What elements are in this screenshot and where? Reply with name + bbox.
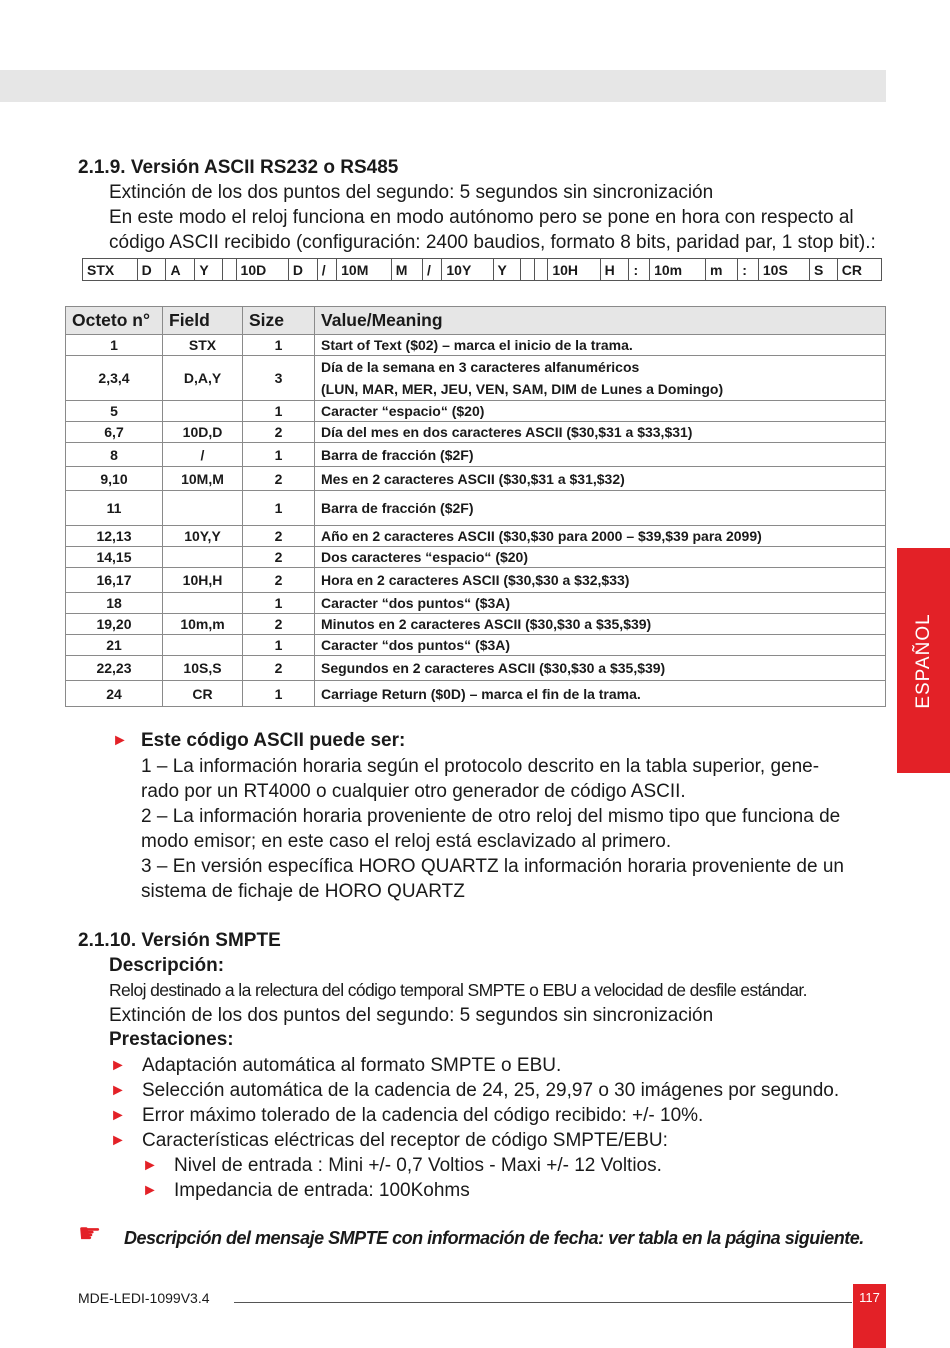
frame-cell: 10m	[650, 259, 706, 281]
cell-field: 10D,D	[163, 422, 243, 443]
frame-cell: 10D	[236, 259, 288, 281]
table-row	[66, 401, 886, 422]
text-line: 2 – La información horaria proveniente de otro reloj del mismo tipo que funciona de	[141, 806, 841, 827]
cell-field	[163, 635, 243, 656]
frame-cell: 10M	[337, 259, 392, 281]
cell-size: 2	[243, 547, 315, 568]
cell-meaning: Caracter “espacio“ ($20)	[315, 401, 886, 422]
frame-cell: D	[288, 259, 317, 281]
pointing-hand-icon: ☛	[78, 1218, 102, 1248]
frame-cell: :	[738, 259, 759, 281]
cell-size: 3	[243, 356, 315, 401]
frame-cell: S	[810, 259, 838, 281]
table-row	[66, 356, 886, 401]
cell-size: 1	[243, 443, 315, 467]
table-row	[66, 681, 886, 707]
triangle-bullet-icon: ►	[110, 1107, 126, 1124]
cell-meaning-line: (LUN, MAR, MER, JEU, VEN, SAM, DIM de Lunes a Domingo)	[321, 381, 724, 397]
frame-cell: M	[391, 259, 422, 281]
cell-octet: 21	[66, 635, 163, 656]
cell-meaning: Caracter “dos puntos“ ($3A)	[315, 635, 886, 656]
triangle-bullet-icon: ►	[142, 1157, 158, 1174]
table-row	[66, 422, 886, 443]
cell-octet: 16,17	[66, 568, 163, 593]
triangle-bullet-icon: ►	[110, 1132, 126, 1149]
cell-octet: 8	[66, 443, 163, 467]
column-header-octet: Octeto n°	[66, 307, 163, 335]
page-number: 117	[859, 1290, 880, 1305]
document-code: MDE-LEDI-1099V3.4	[78, 1290, 210, 1306]
table-row	[66, 656, 886, 681]
text-line: rado por un RT4000 o cualquier otro generador de código ASCII.	[141, 781, 686, 802]
cell-meaning: Barra de fracción ($2F)	[315, 491, 886, 526]
frame-cell	[521, 259, 535, 281]
cell-octet: 1	[66, 335, 163, 356]
cell-size: 2	[243, 467, 315, 491]
cell-field	[163, 401, 243, 422]
table-body	[66, 335, 886, 707]
text-line: En este modo el reloj funciona en modo autónomo pero se pone en hora con respecto al	[109, 207, 854, 228]
cell-size: 1	[243, 635, 315, 656]
frame-cell: 10Y	[442, 259, 493, 281]
triangle-bullet-icon: ►	[110, 1057, 126, 1074]
cell-field: D,A,Y	[163, 356, 243, 401]
cell-octet: 24	[66, 681, 163, 707]
table-row	[66, 467, 886, 491]
text-line: modo emisor; en este caso el reloj está esclavizado al primero.	[141, 831, 672, 852]
page-number-box	[853, 1284, 886, 1348]
cell-field	[163, 491, 243, 526]
frame-cell: A	[166, 259, 195, 281]
triangle-bullet-icon: ►	[112, 732, 128, 749]
table-row	[66, 491, 886, 526]
column-header-size: Size	[243, 307, 315, 335]
frame-cell	[222, 259, 236, 281]
column-header-meaning: Value/Meaning	[315, 307, 886, 335]
cell-meaning: Hora en 2 caracteres ASCII ($30,$30 a $32,$33)	[315, 568, 886, 593]
cell-field: 10m,m	[163, 614, 243, 635]
cell-size: 2	[243, 422, 315, 443]
frame-cell: CR	[837, 259, 881, 281]
text-line: Extinción de los dos puntos del segundo: 5 segundos sin sincronización	[109, 1005, 714, 1026]
section-title-ascii: 2.1.9. Versión ASCII RS232 o RS485	[78, 157, 399, 178]
cell-size: 2	[243, 526, 315, 547]
ascii-options-title: Este código ASCII puede ser:	[141, 730, 406, 751]
cell-field: 10H,H	[163, 568, 243, 593]
cell-meaning: Start of Text ($02) – marca el inicio de la trama.	[315, 335, 886, 356]
text-line: Extinción de los dos puntos del segundo: 5 segundos sin sincronización	[109, 182, 714, 203]
cell-octet: 9,10	[66, 467, 163, 491]
cell-octet: 14,15	[66, 547, 163, 568]
frame-format-strip	[82, 258, 882, 281]
cell-octet: 2,3,4	[66, 356, 163, 401]
cell-size: 1	[243, 401, 315, 422]
cell-meaning: Día del mes en dos caracteres ASCII ($30,$31 a $33,$31)	[315, 422, 886, 443]
table-row	[66, 614, 886, 635]
cell-meaning: Caracter “dos puntos“ ($3A)	[315, 593, 886, 614]
table-row	[66, 335, 886, 356]
cell-size: 1	[243, 335, 315, 356]
cell-size: 1	[243, 593, 315, 614]
header-band	[0, 70, 886, 102]
cell-octet: 22,23	[66, 656, 163, 681]
frame-cell: 10S	[758, 259, 809, 281]
table-row	[66, 593, 886, 614]
list-item-text: Características eléctricas del receptor de código SMPTE/EBU:	[142, 1130, 668, 1151]
cell-field	[163, 547, 243, 568]
list-item-text: Impedancia de entrada: 100Kohms	[174, 1180, 470, 1201]
list-item-text: Error máximo tolerado de la cadencia del código recibido: +/- 10%.	[142, 1105, 704, 1126]
cell-size: 2	[243, 614, 315, 635]
column-header-field: Field	[163, 307, 243, 335]
frame-row	[83, 259, 882, 281]
description-label: Descripción:	[109, 955, 225, 976]
cell-meaning: Dos caracteres “espacio“ ($20)	[315, 547, 886, 568]
table-header-row	[66, 307, 886, 335]
text-line: código ASCII recibido (configuración: 2400 baudios, formato 8 bits, paridad par, 1 stop bit).:	[109, 232, 876, 253]
cell-field: 10S,S	[163, 656, 243, 681]
cell-meaning: Barra de fracción ($2F)	[315, 443, 886, 467]
cell-octet: 11	[66, 491, 163, 526]
ascii-protocol-table	[65, 306, 886, 707]
description-text: Reloj destinado a la relectura del código temporal SMPTE o EBU a velocidad de desfile estándar.	[109, 980, 807, 1000]
section-title-smpte: 2.1.10. Versión SMPTE	[78, 930, 281, 951]
cell-size: 2	[243, 568, 315, 593]
footer-rule	[234, 1302, 852, 1303]
cell-octet: 5	[66, 401, 163, 422]
frame-cell: 10H	[548, 259, 600, 281]
cell-meaning: Minutos en 2 caracteres ASCII ($30,$30 a $35,$39)	[315, 614, 886, 635]
table-row	[66, 635, 886, 656]
cell-meaning: Carriage Return ($0D) – marca el fin de la trama.	[315, 681, 886, 707]
frame-cell: /	[317, 259, 336, 281]
text-line: sistema de fichaje de HORO QUARTZ	[141, 881, 465, 902]
frame-cell: Y	[493, 259, 521, 281]
cell-octet: 12,13	[66, 526, 163, 547]
note-text: Descripción del mensaje SMPTE con información de fecha: ver tabla en la página siguiente.	[124, 1228, 864, 1248]
frame-cell	[534, 259, 548, 281]
frame-cell: H	[600, 259, 629, 281]
language-tab-label: ESPAÑOL	[912, 612, 934, 709]
cell-octet: 6,7	[66, 422, 163, 443]
cell-size: 1	[243, 491, 315, 526]
list-item-text: Adaptación automática al formato SMPTE o EBU.	[142, 1055, 562, 1076]
cell-field: 10M,M	[163, 467, 243, 491]
cell-meaning: Mes en 2 caracteres ASCII ($30,$31 a $31,$32)	[315, 467, 886, 491]
frame-cell: m	[705, 259, 737, 281]
text-line: 1 – La información horaria según el protocolo descrito en la tabla superior, gene-	[141, 756, 820, 777]
triangle-bullet-icon: ►	[142, 1182, 158, 1199]
cell-meaning	[315, 356, 886, 401]
language-tab	[897, 548, 950, 773]
cell-meaning-line: Día de la semana en 3 caracteres alfanuméricos	[321, 359, 640, 375]
cell-octet: 19,20	[66, 614, 163, 635]
frame-cell: STX	[83, 259, 138, 281]
list-item-text: Selección automática de la cadencia de 24, 25, 29,97 o 30 imágenes por segundo.	[142, 1080, 840, 1101]
cell-size: 2	[243, 656, 315, 681]
cell-field: CR	[163, 681, 243, 707]
frame-cell: Y	[195, 259, 223, 281]
cell-field: /	[163, 443, 243, 467]
triangle-bullet-icon: ►	[110, 1082, 126, 1099]
cell-meaning: Año en 2 caracteres ASCII ($30,$30 para 2000 – $39,$39 para 2099)	[315, 526, 886, 547]
cell-octet: 18	[66, 593, 163, 614]
cell-field: STX	[163, 335, 243, 356]
features-label: Prestaciones:	[109, 1029, 234, 1050]
table-row	[66, 526, 886, 547]
cell-field	[163, 593, 243, 614]
frame-cell: :	[629, 259, 650, 281]
text-line: 3 – En versión específica HORO QUARTZ la información horaria proveniente de un	[141, 856, 844, 877]
table-row	[66, 547, 886, 568]
frame-cell: /	[422, 259, 441, 281]
list-item-text: Nivel de entrada : Mini +/- 0,7 Voltios - Maxi +/- 12 Voltios.	[174, 1155, 662, 1176]
cell-field: 10Y,Y	[163, 526, 243, 547]
frame-cell: D	[137, 259, 166, 281]
table-row	[66, 568, 886, 593]
table-row	[66, 443, 886, 467]
cell-meaning: Segundos en 2 caracteres ASCII ($30,$30 a $35,$39)	[315, 656, 886, 681]
cell-size: 1	[243, 681, 315, 707]
